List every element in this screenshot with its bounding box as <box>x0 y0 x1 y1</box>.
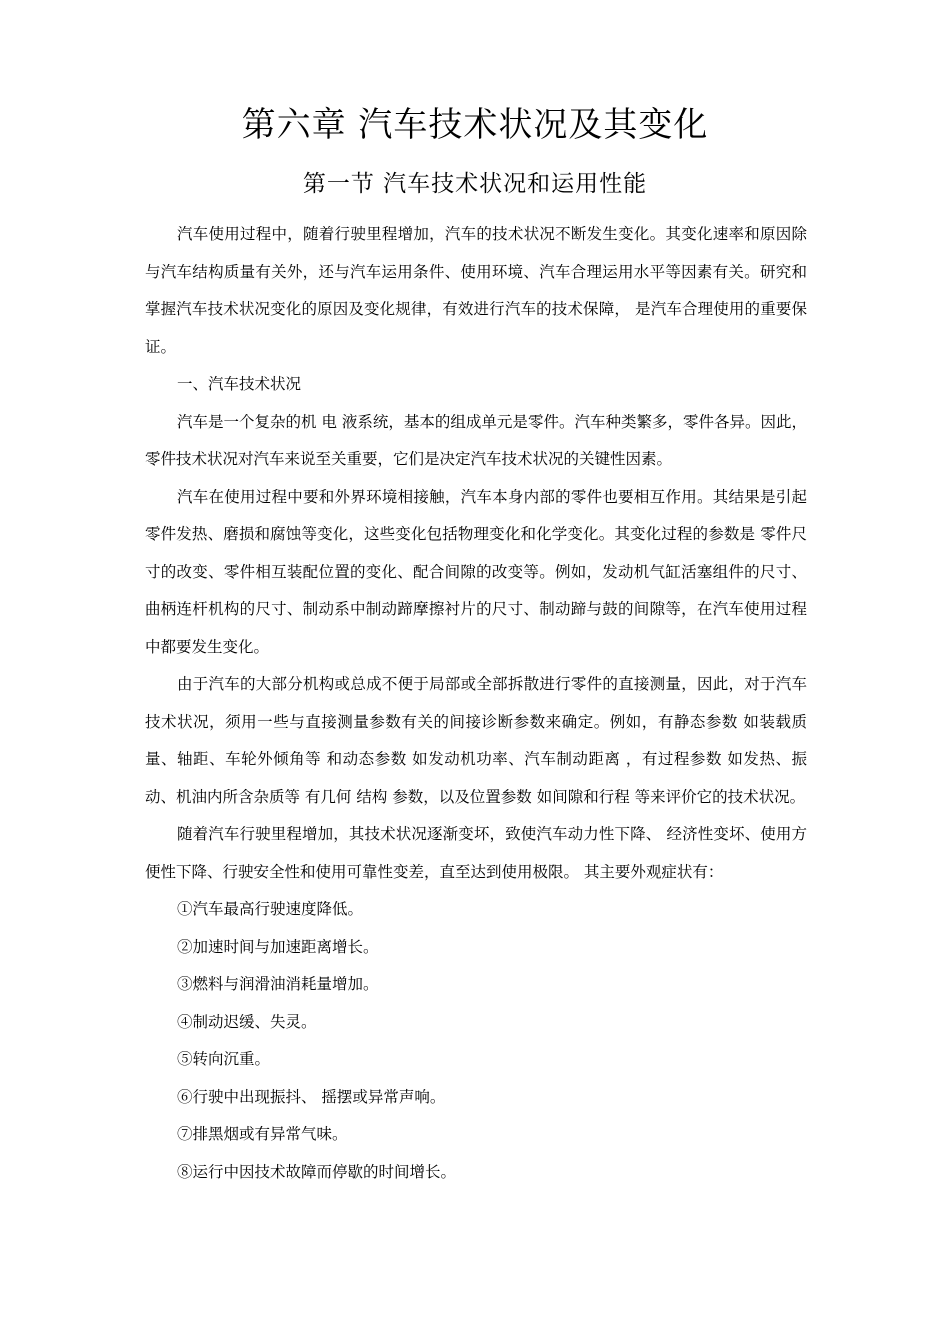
symptom-item: ①汽车最高行驶速度降低。 <box>177 900 364 918</box>
paragraph-diagnostic-parameters: 由于汽车的大部分机构或总成不便于局部或全部拆散进行零件的直接测量，因此，对于汽车技术状况，须用一些与直接测量参数有关的间接诊断参数来确定。例如，有静态参数 如装载质量、轴距、车轮外倾角等 和动态参数 如发动机功率、汽车制动距离 ，有过程参数 如发热、振动、机油内所含杂质等 有几何 结构 参数，以及位置参数 如间隙和行程 等来评价它的技术状况。 <box>145 675 807 806</box>
symptom-item: ④制动迟缓、失灵。 <box>177 1012 317 1031</box>
symptom-item: ⑧运行中因技术故障而停歇的时间增长。 <box>177 1162 457 1181</box>
symptom-item: ②加速时间与加速距离增长。 <box>177 937 379 956</box>
body-text <box>145 216 807 1191</box>
paragraph-components: 汽车是一个复杂的机 电 液系统，基本的组成单元是零件。汽车种类繁多，零件各异。因此，零件技术状况对汽车来说至关重要，它们是决定汽车技术状况的关键性因素。 <box>145 412 807 468</box>
paragraph-symptoms-intro: 随着汽车行驶里程增加，其技术状况逐渐变坏，致使汽车动力性下降、 经济性变坏、使用方便性下降、行驶安全性和使用可靠性变差，直至达到使用极限。 其主要外观症状有： <box>145 825 807 881</box>
section-title: 第一节 汽车技术状况和运用性能 <box>302 171 648 197</box>
subheading-technical-condition: 一、汽车技术状况 <box>177 375 302 393</box>
symptom-item: ⑥行驶中出现振抖、 摇摆或异常声响。 <box>177 1087 446 1106</box>
paragraph-intro: 汽车使用过程中，随着行驶里程增加，汽车的技术状况不断发生变化。其变化速率和原因除与汽车结构质量有关外，还与汽车运用条件、使用环境、汽车合理运用水平等因素有关。研究和掌握汽车技术状况变化的原因及变化规律，有效进行汽车的技术保障， 是汽车合理使用的重要保证。 <box>145 225 807 356</box>
symptom-item: ⑦排黑烟或有异常气味。 <box>177 1125 348 1143</box>
paragraph-wear: 汽车在使用过程中要和外界环境相接触，汽车本身内部的零件也要相互作用。其结果是引起零件发热、磨损和腐蚀等变化，这些变化包括物理变化和化学变化。其变化过程的参数是 零件尺寸的改变、零件相互装配位置的变化、配合间隙的改变等。例如，发动机气缸活塞组件的尺寸、曲柄连杆机构的尺寸、制动系中制动蹄摩擦衬片的尺寸、制动蹄与鼓的间隙等，在汽车使用过程中都要发生变化。 <box>145 487 807 656</box>
chapter-title: 第六章 汽车技术状况及其变化 <box>241 105 709 145</box>
symptom-item: ⑤转向沉重。 <box>177 1050 271 1068</box>
symptom-item: ③燃料与润滑油消耗量增加。 <box>177 975 379 993</box>
